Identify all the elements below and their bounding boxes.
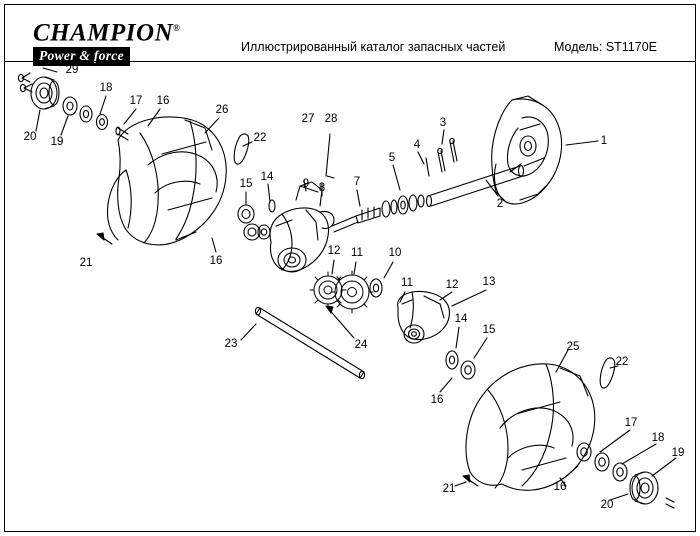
callout-27: 27 [301, 113, 315, 125]
callout-11-center: 11 [351, 247, 363, 259]
callout-28: 28 [324, 113, 338, 125]
callout-26: 26 [215, 104, 229, 116]
callout-29: 29 [65, 64, 79, 76]
callout-17-bottom: 17 [624, 417, 638, 429]
callout-18-bottom: 18 [651, 432, 665, 444]
callout-9: 9 [302, 178, 310, 190]
callout-3: 3 [439, 117, 447, 129]
callout-19-topleft: 19 [50, 136, 64, 148]
callout-1: 1 [600, 135, 608, 147]
callout-14-center: 14 [260, 171, 274, 183]
callout-15-bottom: 15 [482, 324, 496, 336]
callout-16-topleft: 16 [156, 95, 170, 107]
callout-22-top: 22 [253, 132, 267, 144]
callout-16-center: 16 [209, 255, 223, 267]
callout-15-center: 15 [239, 178, 253, 190]
callout-25: 25 [566, 341, 580, 353]
callout-20-bottom: 20 [600, 499, 614, 511]
model-label: Модель: ST1170E [554, 40, 658, 54]
callout-22-bottom: 22 [615, 356, 629, 368]
callout-11-right: 11 [401, 277, 413, 289]
callout-23: 23 [224, 338, 238, 350]
callout-16-bottomright: 16 [553, 481, 567, 493]
callout-20-topleft: 20 [23, 131, 37, 143]
callout-7: 7 [353, 176, 361, 188]
callout-2: 2 [496, 198, 504, 210]
registered-trademark-icon: ® [173, 23, 181, 33]
callout-14-bottom: 14 [454, 313, 468, 325]
callout-19-bottom: 19 [671, 447, 685, 459]
callout-21-topleft: 21 [79, 257, 93, 269]
callout-16-bottomleft: 16 [430, 394, 444, 406]
callout-12-right: 12 [445, 279, 459, 291]
logo-tagline: Power & force [33, 47, 130, 66]
callout-8: 8 [318, 182, 326, 194]
catalog-title: Иллюстрированный каталог запасных частей [241, 40, 506, 54]
callout-10: 10 [388, 247, 402, 259]
callout-5: 5 [388, 152, 396, 164]
callout-4: 4 [413, 139, 421, 151]
callout-24: 24 [354, 339, 368, 351]
callout-13: 13 [482, 276, 496, 288]
logo-wordmark-text: CHAMPION [33, 19, 174, 47]
callout-12-center: 12 [327, 245, 341, 257]
callout-17-topleft: 17 [129, 95, 143, 107]
callout-18-topleft: 18 [99, 82, 113, 94]
callout-21-bottom: 21 [442, 483, 456, 495]
